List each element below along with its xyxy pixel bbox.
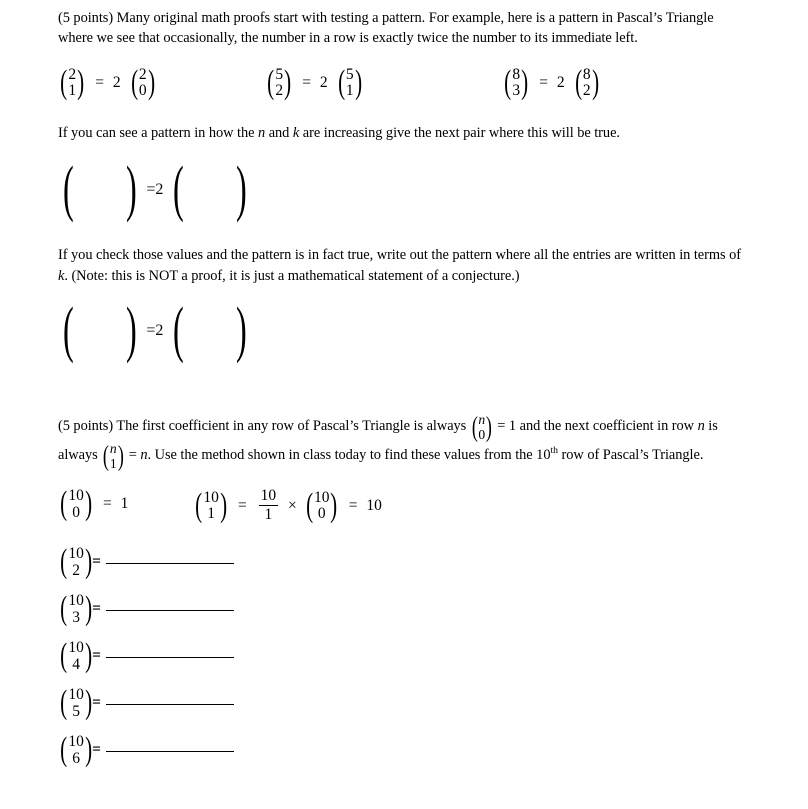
binomial-coefficient [58, 484, 94, 522]
binom-n: 10 [313, 488, 330, 506]
fraction-numerator: 10 [260, 487, 277, 505]
factor: 2 [112, 73, 121, 91]
equals-sign: = [238, 496, 247, 514]
blank-answer-row[interactable] [58, 589, 750, 629]
equals-sign: = [92, 647, 101, 665]
paren-open-icon: ( [60, 589, 68, 627]
binomial-coefficient [58, 63, 86, 101]
binom-k: 1 [68, 82, 77, 100]
prompt-a-text-pre: If you can see a pattern in how the [58, 124, 258, 141]
binom-n: 10 [68, 487, 84, 505]
problem1-intro: (5 points) Many original math proofs start with testing a pattern. For example, here is a pattern in Pascal’s Triangle where we see that occasionally, the number in a row is exactly twice the number to its immediate left. [58, 10, 714, 47]
paren-close-icon: ) [84, 636, 93, 674]
paren-close-icon: ) [125, 296, 137, 365]
binom-n: 8 [582, 65, 591, 83]
problem2-worked-examples-row [58, 486, 750, 532]
problem2-text-1: (5 points) The first coefficient in any row of Pascal’s Triangle is always [58, 418, 470, 435]
paren-close-icon: ) [77, 63, 85, 101]
paren-open-icon: ( [267, 63, 275, 101]
paren-open-icon: ( [173, 296, 185, 365]
binom-k: 3 [512, 82, 521, 100]
binomial-coefficient [101, 441, 125, 470]
paren-close-icon: ) [84, 484, 93, 522]
binom-k: 2 [582, 82, 591, 100]
fraction-denominator: 1 [264, 506, 273, 524]
equals-sign: = [92, 600, 101, 618]
binom-k: 4 [72, 655, 80, 673]
answer-blank-line[interactable] [106, 610, 234, 611]
equals-sign: = [348, 496, 358, 514]
equals-sign: = [103, 495, 112, 513]
paren-open-icon: ( [195, 486, 203, 524]
prompt-a-text-post: are increasing give the next pair where this will be true. [299, 124, 620, 141]
paren-open-icon: ( [60, 730, 68, 768]
variable-k: k [292, 124, 300, 141]
paren-close-icon: ) [284, 63, 292, 101]
problem1-examples-row [58, 63, 750, 109]
binomial-coefficient [470, 412, 494, 441]
answer-blank-b[interactable] [58, 296, 750, 366]
binom-k: 6 [72, 749, 80, 767]
binom-n: 10 [68, 545, 84, 563]
ordinal-suffix: th [550, 445, 558, 457]
binom-n: 2 [138, 65, 147, 83]
binomial-coefficient [58, 542, 94, 580]
worked-example-2 [193, 488, 382, 524]
binomial-coefficient [502, 63, 530, 101]
equals-sign: = [92, 694, 101, 712]
paren-close-icon: ) [330, 486, 338, 524]
paren-close-icon: ) [354, 63, 362, 101]
problem1-prompt-a [58, 123, 750, 143]
paren-open-icon: ( [60, 542, 68, 580]
paren-close-icon: ) [84, 542, 93, 580]
answer-blank-line[interactable] [106, 563, 234, 564]
variable-k: k [58, 267, 65, 284]
paren-open-icon: ( [471, 410, 478, 443]
paren-open-icon: ( [60, 636, 68, 674]
paren-open-icon: ( [60, 683, 68, 721]
paren-open-icon: ( [62, 296, 74, 365]
equals-sign: = [92, 553, 101, 571]
problem2-text-2: = 1 and the next coefficient in row [493, 418, 698, 435]
blank-answer-row[interactable] [58, 542, 750, 582]
binomial-coefficient [336, 63, 364, 101]
blank-answer-row[interactable] [58, 730, 750, 770]
binomial-coefficient [58, 589, 94, 627]
paren-open-icon: ( [574, 63, 582, 101]
binomial-coefficient [304, 486, 340, 524]
problem1-prompt-b [58, 245, 750, 286]
problem2-text-5: . Use the method shown in class today to find these values from the 10 [147, 447, 551, 464]
example-equation-2 [265, 63, 364, 101]
binom-n: 5 [275, 65, 284, 83]
paren-close-icon: ) [117, 439, 124, 472]
prompt-b-text-pre: If you check those values and the pattern is in fact true, write out the pattern where all the entries are written in terms of [58, 247, 741, 264]
problem2-text-3: is always [58, 418, 718, 464]
equals-two-label: =2 [146, 181, 164, 199]
answer-blank-a[interactable] [58, 155, 750, 225]
factor: 2 [556, 73, 565, 91]
paren-close-icon: ) [521, 63, 529, 101]
binom-n: 5 [345, 65, 354, 83]
paren-close-icon: ) [591, 63, 599, 101]
fraction [259, 488, 279, 524]
binom-k: 1 [207, 505, 215, 523]
paren-close-icon: ) [84, 683, 93, 721]
binomial-coefficient [58, 683, 94, 721]
multiplication-sign: × [288, 496, 297, 514]
paren-open-icon: ( [130, 63, 138, 101]
answer-blank-line[interactable] [106, 704, 234, 705]
equals-two-label: =2 [146, 321, 164, 339]
paren-open-icon: ( [337, 63, 345, 101]
paren-close-icon: ) [235, 155, 247, 224]
paren-close-icon: ) [235, 296, 247, 365]
blank-answer-row[interactable] [58, 636, 750, 676]
equals-sign: = [302, 73, 312, 91]
prompt-b-text-post: . (Note: this is NOT a proof, it is just a mathematical statement of a conjecture.) [64, 267, 520, 284]
binom-n: 10 [68, 592, 84, 610]
binom-n: 2 [68, 65, 77, 83]
answer-blank-line[interactable] [106, 751, 234, 752]
binom-k: 3 [72, 608, 80, 626]
result-value: 1 [120, 495, 129, 513]
binomial-coefficient [193, 486, 229, 524]
paren-close-icon: ) [147, 63, 155, 101]
paren-open-icon: ( [60, 484, 68, 522]
paren-close-icon: ) [84, 589, 93, 627]
binom-n: 10 [68, 686, 84, 704]
page-content [58, 8, 750, 770]
equals-sign: = [92, 741, 101, 759]
problem2-text-4: = [125, 447, 141, 464]
binomial-coefficient [58, 636, 94, 674]
paren-open-icon: ( [305, 486, 313, 524]
binom-k: 2 [275, 82, 284, 100]
paren-close-icon: ) [84, 730, 93, 768]
result-value: 10 [366, 496, 382, 514]
binom-k: 0 [72, 503, 80, 521]
binom-k: 1 [109, 455, 117, 471]
binom-k: 2 [72, 561, 80, 579]
problem2-blank-rows [58, 542, 750, 770]
answer-blank-line[interactable] [106, 657, 234, 658]
worked-example-1 [58, 484, 129, 522]
binom-n: 10 [68, 639, 84, 657]
variable-n: n [697, 418, 705, 435]
binom-k: 5 [72, 702, 80, 720]
binom-n: 8 [512, 65, 521, 83]
factor: 2 [319, 73, 328, 91]
paren-close-icon: ) [219, 486, 228, 524]
binom-k: 0 [317, 505, 326, 523]
problem2-text-6: row of Pascal’s Triangle. [558, 447, 704, 464]
binomial-coefficient [58, 730, 94, 768]
paren-close-icon: ) [485, 410, 492, 443]
binomial-coefficient [129, 63, 157, 101]
equals-sign: = [539, 73, 549, 91]
binom-n: 10 [203, 488, 219, 506]
blank-answer-row[interactable] [58, 683, 750, 723]
binom-k: 0 [138, 82, 147, 100]
binom-n: n [109, 441, 117, 456]
binomial-coefficient [265, 63, 293, 101]
example-equation-3 [502, 63, 601, 101]
binom-n: 10 [68, 733, 84, 751]
binom-k: 0 [478, 426, 486, 442]
paren-open-icon: ( [173, 155, 185, 224]
binom-n: n [478, 411, 486, 427]
paren-open-icon: ( [60, 63, 68, 101]
paren-open-icon: ( [504, 63, 512, 101]
prompt-a-text-mid: and [265, 124, 293, 141]
paren-open-icon: ( [62, 155, 74, 224]
example-equation-1 [58, 63, 157, 101]
paren-close-icon: ) [125, 155, 137, 224]
binomial-coefficient [573, 63, 601, 101]
variable-n: n [258, 124, 266, 141]
equals-sign: = [95, 73, 105, 91]
paren-open-icon: ( [103, 439, 110, 472]
binom-k: 1 [345, 82, 354, 100]
problem2-intro [58, 412, 750, 470]
variable-n: n [140, 447, 148, 464]
